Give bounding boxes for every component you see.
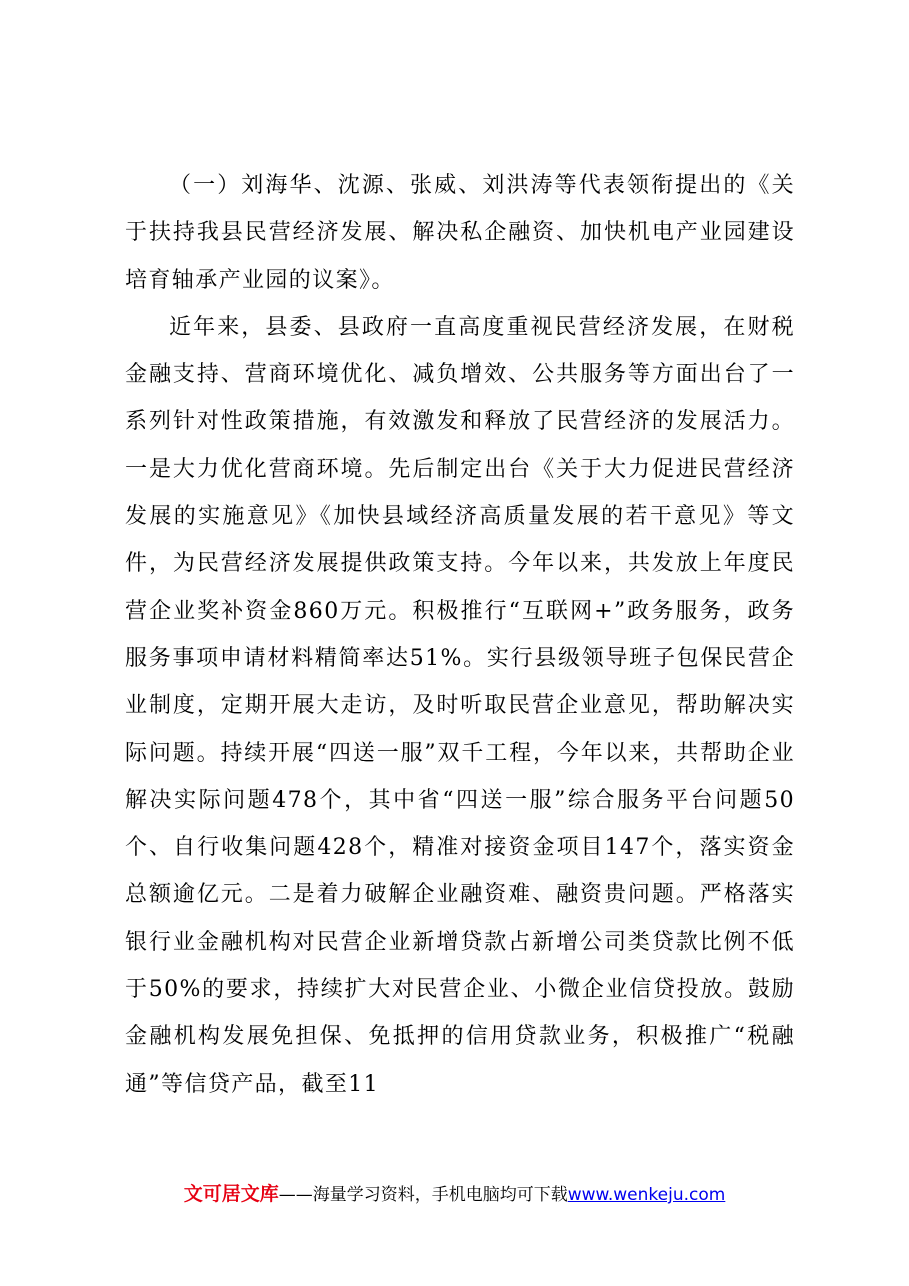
document-body [125, 162, 795, 1108]
paragraph-response-body: 近年来，县委、县政府一直高度重视民营经济发展，在财税金融支持、营商环境优化、减负增效、公共服务等方面出台了一系列针对性政策措施，有效激发和释放了民营经济的发展活力。一是大力优化营商环境。先后制定出台《关于大力促进民营经济发展的实施意见》《加快县域经济高质量发展的若干意见》等文件，为民营经济发展提供政策支持。今年以来，共发放上年度民营企业奖补资金860万元。积极推行“互联网+”政务服务，政务服务事项申请材料精简率达51%。实行县级领导班子包保民营企业制度，定期开展大走访，及时听取民营企业意见，帮助解决实际问题。持续开展“四送一服”双千工程，今年以来，共帮助企业解决实际问题478个，其中省“四送一服”综合服务平台问题50个、自行收集问题428个，精准对接资金项目147个，落实资金总额逾亿元。二是着力破解企业融资难、融资贵问题。严格落实银行业金融机构对民营企业新增贷款占新增公司类贷款比例不低于50%的要求，持续扩大对民营企业、小微企业信贷投放。鼓励金融机构发展免担保、免抵押的信用贷款业务，积极推广“税融通”等信贷产品，截至11 [125, 314, 795, 1097]
paragraph-motion-title: （一）刘海华、沈源、张威、刘洪涛等代表领衔提出的《关于扶持我县民营经济发展、解决私企融资、加快机电产业园建设培育轴承产业园的议案》。 [125, 173, 795, 293]
footer-banner [0, 1182, 909, 1207]
footer-brand: 文可居文库 [183, 1183, 279, 1205]
footer-slogan: ——海量学习资料，手机电脑均可下载 [278, 1185, 568, 1205]
footer-website-link[interactable]: www.wenkeju.com [567, 1185, 726, 1205]
